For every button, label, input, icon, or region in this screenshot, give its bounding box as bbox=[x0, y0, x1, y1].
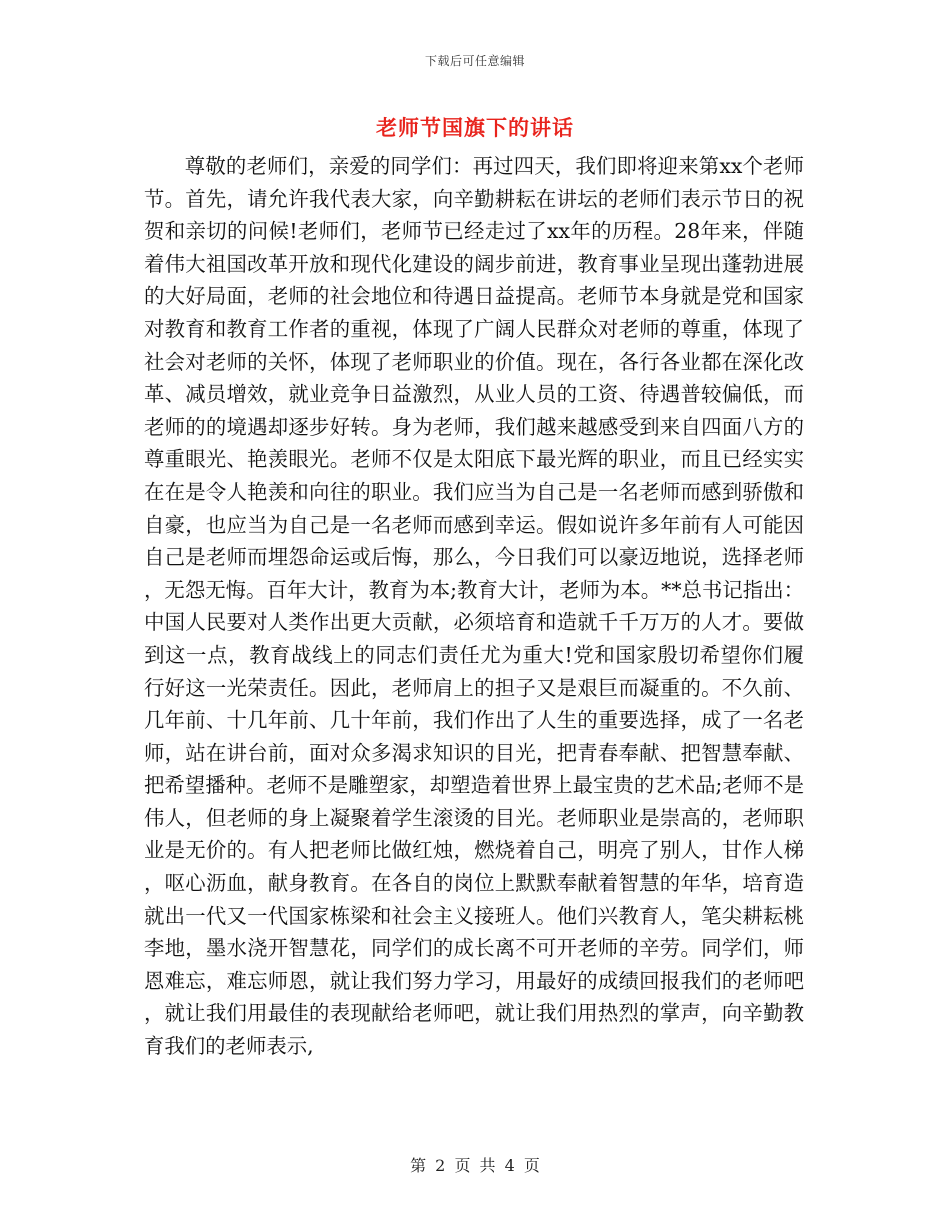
document-title: 老师节国旗下的讲话 bbox=[376, 115, 574, 140]
page-header-note: 下载后可任意编辑 bbox=[424, 54, 525, 68]
page-number-footer: 第 2 页 共 4 页 bbox=[410, 1156, 540, 1175]
document-body: 尊敬的老师们，亲爱的同学们：再过四天，我们即将迎来第xx个老师节。首先，请允许我代表大家，向辛勤耕耘在讲坛的老师们表示节日的祝贺和亲切的问候!老师们，老师节已经走过了xx年的历程。28年来，伴随着伟大祖国改革开放和现代化建设的阔步前进，教育事业呈现出蓬勃进展的大好局面，老师的社会地位和待遇日益提高。老师节本身就是党和国家对教育和教育工作者的重视，体现了广阔人民群众对老师的尊重，体现了社会对老师的关怀，体现了老师职业的价值。现在，各行各业都在深化改革、减员增效，就业竞争日益激烈，从业人员的工资、待遇普较偏低，而老师的的境遇却逐步好转。身为老师，我们越来越感受到来自四面八方的尊重眼光、艳羡眼光。老师不仅是太阳底下最光辉的职业，而且已经实实在在是令人艳羡和向往的职业。我们应当为自己是一名老师而感到骄傲和自豪，也应当为自己是一名老师而感到幸运。假如说许多年前有人可能因自己是老师而埋怨命运或后悔，那么，今日我们可以豪迈地说，选择老师，无怨无悔。百年大计，教育为本;教育大计，老师为本。**总书记指出：中国人民要对人类作出更大贡献，必须培育和造就千千万万的人才。要做到这一点，教育战线上的同志们责任尤为重大!党和国家殷切希望你们履行好这一光荣责任。因此，老师肩上的担子又是艰巨而凝重的。不久前、几年前、十几年前、几十年前，我们作出了人生的重要选择，成了一名老师，站在讲台前，面对众多渴求知识的目光，把青春奉献、把智慧奉献、把希望播种。老师不是雕塑家，却塑造着世界上最宝贵的艺术品;老师不是伟人，但老师的身上凝聚着学生滚烫的目光。老师职业是崇高的，老师职业是无价的。有人把老师比做红烛，燃烧着自己，明亮了别人，甘作人梯，呕心沥血，献身教育。在各自的岗位上默默奉献着智慧的年华，培育造就出一代又一代国家栋梁和社会主义接班人。他们兴教育人，笔尖耕耘桃李地，墨水浇开智慧花，同学们的成长离不可开老师的辛劳。同学们，师恩难忘，难忘师恩，就让我们努力学习，用最好的成绩回报我们的老师吧，就让我们用最佳的表现献给老师吧，就让我们用热烈的掌声，向辛勤教育我们的老师表示, bbox=[144, 154, 804, 1059]
